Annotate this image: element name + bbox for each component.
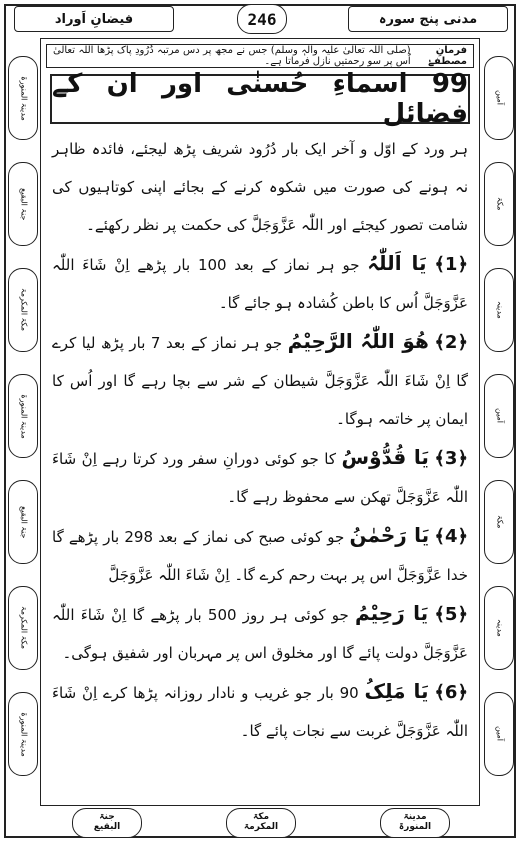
item-number: ﴿4﴾ — [434, 526, 469, 547]
side-ornament-left: جنۃ البقیع — [8, 162, 38, 246]
side-ornament-left: جنۃ البقیع — [8, 480, 38, 564]
page-title: 99 اسماءِ حُسنٰی اور ان کے فضائل — [52, 69, 468, 129]
header-section-title: فیضانِ اَوراد — [14, 6, 174, 32]
item-text: جو کوئی صبح کی نماز کے بعد 298 بار پڑھے گا خدا عَزَّوَجَلَّ اس پر بہت رحم کرے گا۔ اِنْ شَاءَ اللّٰہ عَزَّوَجَلَّ — [52, 528, 468, 584]
side-ornament-left: مکۃ المکرمۃ — [8, 268, 38, 352]
item-number: ﴿1﴾ — [434, 254, 468, 275]
item-text: جو کوئی ہر روز 500 بار پڑھے گا اِنْ شَاءَ اللّٰہ عَزَّوَجَلَّ دولت پائے گا اور مخلوق اس پر مہربان اور شفیق ہوگی۔ — [52, 606, 468, 662]
side-ornament-right: آمین — [484, 56, 514, 140]
side-ornament-right: مدینہ — [484, 586, 514, 670]
side-ornament-right: آمین — [484, 374, 514, 458]
page-number: 246 — [237, 4, 287, 34]
item-number: ﴿2﴾ — [434, 332, 468, 353]
side-ornament-right: آمین — [484, 692, 514, 776]
side-ornament-right: مکۃ — [484, 480, 514, 564]
item-text: کا جو کوئی دورانِ سفر ورد کرتا رہے اِنْ شَاءَ اللّٰہ عَزَّوَجَلَّ تھکن سے محفوظ رہے گا۔ — [52, 450, 468, 506]
side-ornament-left: مکۃ المکرمۃ — [8, 586, 38, 670]
footer-ornament — [226, 808, 296, 838]
item-name: یَا قُدُّوْسُ — [341, 445, 429, 469]
footer-line: جنۃ — [99, 812, 115, 823]
item-name: یَا رَحْمٰنُ — [349, 523, 430, 547]
footer-line: المنورۃ — [398, 822, 432, 832]
hadith-text: (صلی اللہ تعالیٰ علیہ والہٖ وسلم) جس نے مجھ پر دس مرتبہ دُرُودِ پاک پڑھا اللہ تعالیٰ اُس پر سو رحمتیں نازل فرماتا ہے۔ — [53, 45, 411, 67]
item-text: 90 بار جو غریب و نادار روزانہ پڑھا کرے اِنْ شَاءَ اللّٰہ عَزَّوَجَلَّ غربت سے نجات پائے گا۔ — [52, 684, 468, 740]
intro-paragraph: ہر ورد کے اوّل و آخر ایک بار دُرُود شریف پڑھ لیجئے، فائدہ ظاہر نہ ہونے کی صورت میں شکوہ کرنے کے بجائے اپنی کوتاہیوں کی شامت تصور کیجئے اور اللّٰہ عَزَّوَجَلَّ کی حکمت پر نظر رکھئے۔ — [52, 140, 468, 234]
hadith-label: فرمانِ مصطفےٰ — [428, 45, 467, 67]
item-number: ﴿3﴾ — [434, 448, 468, 469]
item-text: جو ہر نماز کے بعد 100 بار پڑھے اِنْ شَاءَ اللّٰہ عَزَّوَجَلَّ اُس کا باطن کُشادہ ہو جائے گا۔ — [52, 256, 468, 312]
footer-line: مکۃ — [252, 812, 270, 823]
list-item — [42, 672, 478, 750]
side-ornament-left: مدینۃ المنورۃ — [8, 56, 38, 140]
list-item — [42, 438, 478, 516]
footer-ornament — [380, 808, 450, 838]
side-ornament-right: مدینہ — [484, 268, 514, 352]
side-ornament-left: مدینۃ المنورۃ — [8, 374, 38, 458]
footer-line: مدینۃ — [403, 812, 427, 823]
item-number: ﴿5﴾ — [434, 604, 468, 625]
item-name: یَا مَلِکُ — [364, 679, 429, 703]
list-item — [42, 322, 478, 438]
hadith-box — [46, 44, 474, 68]
item-text: جو ہر نماز کے بعد 7 بار پڑھ لیا کرے گا اِنْ شَاءَ اللّٰہ عَزَّوَجَلَّ شیطان کے شر سے بچا رہے گا اور اُس کا ایمان پر خاتمہ ہوگا۔ — [52, 334, 468, 428]
side-ornament-left: مدینۃ المنورۃ — [8, 692, 38, 776]
item-number: ﴿6﴾ — [434, 682, 468, 703]
footer-line: البقیع — [93, 822, 121, 832]
page-content — [42, 40, 478, 750]
list-item — [42, 516, 478, 594]
footer-line: المکرمۃ — [243, 822, 279, 832]
item-name: هُوَ اللّٰہُ الرَّحِیْمُ — [287, 329, 429, 353]
header-book-title: مدنی پنج سورہ — [348, 6, 508, 32]
footer-ornament — [72, 808, 142, 838]
side-ornament-right: مکۃ — [484, 162, 514, 246]
item-name: یَا رَحِیْمُ — [354, 601, 429, 625]
list-item — [42, 244, 478, 322]
list-item — [42, 594, 478, 672]
item-name: یَا اَللّٰہُ — [367, 251, 427, 275]
